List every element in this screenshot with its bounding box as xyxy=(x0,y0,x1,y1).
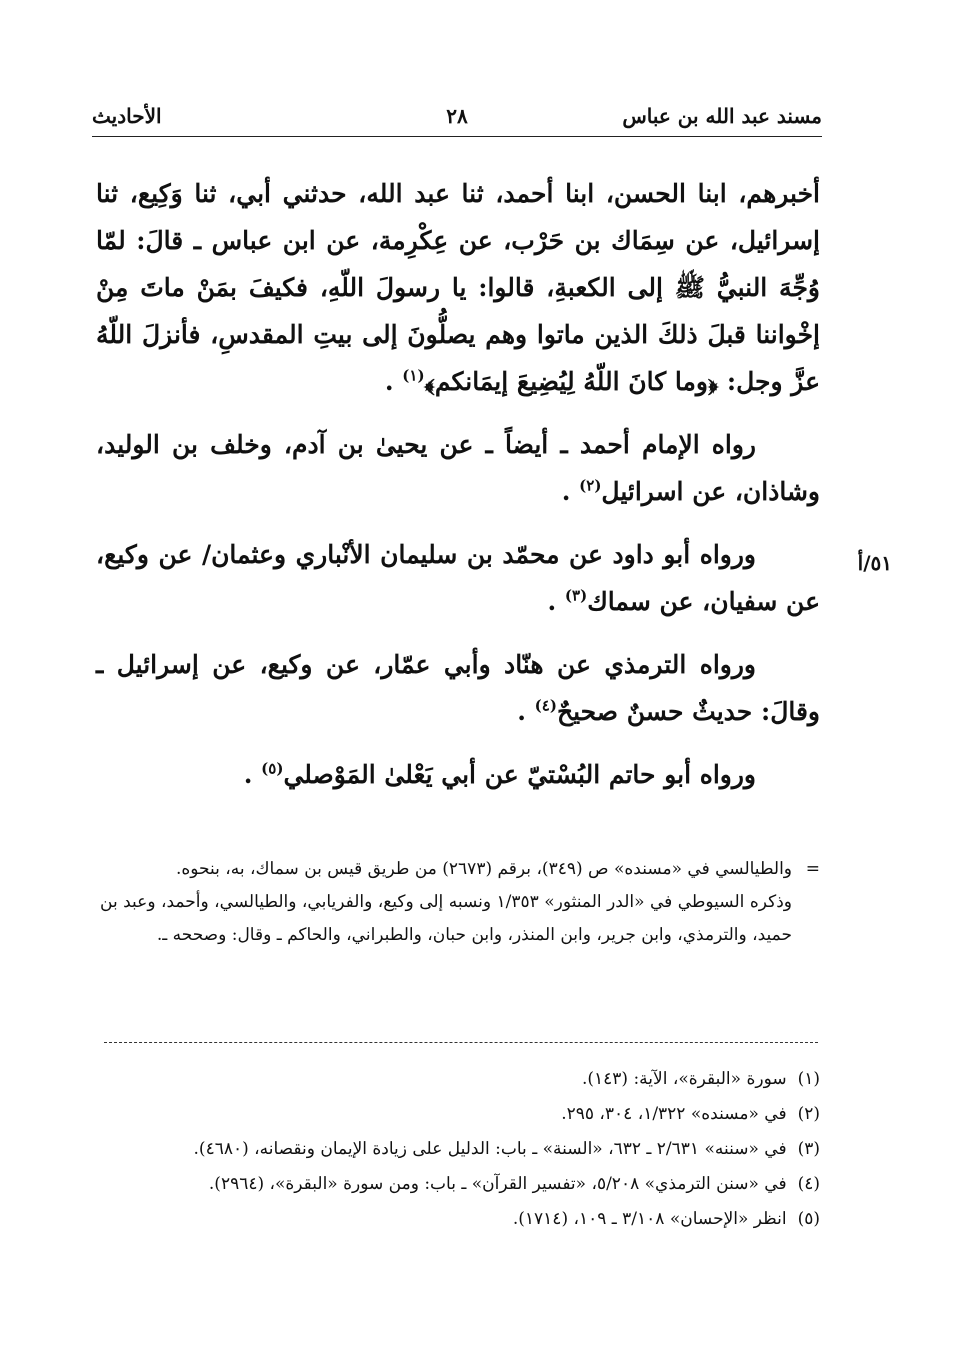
paragraph-tirmidhi-text: ورواه الترمذي عن هنّاد وأبي عمّار، عن وكيع، عن إسرائيل ـ وقالَ: حديثٌ حسنٌ صحيحٌ xyxy=(96,650,820,726)
paragraph-end: . xyxy=(517,697,526,726)
main-text xyxy=(96,170,820,814)
footnote-number: (١) xyxy=(797,1069,820,1089)
footnote-ref-2: (٢) xyxy=(579,476,602,495)
footnote-ref-4: (٤) xyxy=(534,696,557,715)
paragraph-end: . xyxy=(243,760,253,789)
header-rule xyxy=(92,136,822,137)
footnote-ref-3: (٣) xyxy=(564,586,588,605)
continued-footnote-text: والطيالسي في «مسنده» ص (٣٤٩)، برقم (٢٦٧٣) من طريق قيس بن سماك، به، بنحوه. xyxy=(175,859,792,879)
paragraph-ahmad xyxy=(96,421,820,515)
footnote-number: (٥) xyxy=(797,1209,820,1229)
paragraph-abu-dawud-text: ورواه أبو داود عن محمّد بن سليمان الأنْباري وعثمان/ عن وكيع، عن سفيان، عن سماك xyxy=(96,540,820,616)
paragraph-end: . xyxy=(561,477,571,506)
footnote-5 xyxy=(100,1203,820,1236)
footnote-text: سورة «البقرة»، الآية: (١٤٣). xyxy=(581,1069,787,1089)
page-number: ٢٨ xyxy=(446,104,468,128)
footnotes xyxy=(100,1063,820,1238)
footnote-ref-5: (٥) xyxy=(261,759,284,778)
continuation-mark: = xyxy=(805,859,820,879)
paragraph-hadith-text: أخبرهم، ابنا الحسن، ابنا أحمد، ثنا عبد الله، حدثني أبي، ثنا وَكِيع، ثنا إسرائيل، عن سِمَاك بن حَرْب، عن عِكْرِمة، عن ابن عباس ـ قالَ: لمّا وُجِّهَ النبيُّ ﷺ إلى الكعبةِ، قالوا: يا رسولَ اللّهِ، فكيفَ بمَنْ ماتَ مِنْ إخْواننا قبلَ ذلكَ الذين ماتوا وهم يصلُّونَ إلى بيتِ المقدسِ، فأنزلَ اللّهُ عزَّ وجل: ﴿وما كانَ اللّهُ لِيُضِيعَ إيمَانكم﴾ xyxy=(96,179,820,396)
continued-footnote-line xyxy=(100,886,820,952)
continued-footnote xyxy=(100,853,820,952)
paragraph-tirmidhi xyxy=(96,641,820,735)
footnote-number: (٣) xyxy=(797,1139,820,1159)
book-title: مسند عبد الله بن عباس xyxy=(622,104,822,128)
paragraph-busti xyxy=(96,751,820,798)
footnote-text: انظر «الإحسان» ٣/١٠٨ ـ ١٠٩، (١٧١٤). xyxy=(512,1209,787,1229)
footnote-1 xyxy=(100,1063,820,1096)
paragraph-busti-text: ورواه أبو حاتم البُسْتيّ عن أبي يَعْلىٰ المَوْصلي xyxy=(283,760,756,789)
footnote-number: (٢) xyxy=(797,1104,820,1124)
paragraph-hadith xyxy=(96,170,820,405)
footnote-text: في «سننه» ٢/٦٣١ ـ ٦٣٢، «السنة» ـ باب: الدليل على زيادة الإيمان ونقصانه، (٤٦٨٠). xyxy=(193,1139,787,1159)
footnote-3 xyxy=(100,1133,820,1166)
section-title: الأحاديث xyxy=(92,104,162,128)
paragraph-abu-dawud xyxy=(96,531,820,625)
footnote-number: (٤) xyxy=(797,1174,820,1194)
footnote-separator xyxy=(104,1042,818,1043)
paragraph-end: . xyxy=(547,587,557,616)
footnote-2 xyxy=(100,1098,820,1131)
continued-footnote-text: وذكره السيوطي في «الدر المنثور» ١/٣٥٣ ونسبه إلى وكيع، والفريابي، والطيالسي، وأحمد، وعبد بن حميد، والترمذي، وابن جرير، وابن المنذر، وابن حبان، والطبراني، والحاكم ـ وقال: وصححه ـ. xyxy=(100,892,792,945)
footnote-text: في «سنن الترمذي» ٥/٢٠٨، «تفسير القرآن» ـ باب: ومن سورة «البقرة»، (٢٩٦٤). xyxy=(208,1174,787,1194)
paragraph-end: . xyxy=(384,367,394,396)
manuscript-folio-note: ٥١/أ xyxy=(857,551,892,575)
continued-footnote-line xyxy=(100,853,820,886)
footnote-ref-1: (١) xyxy=(402,366,425,385)
running-header xyxy=(92,100,822,134)
footnote-4 xyxy=(100,1168,820,1201)
footnote-text: في «مسنده» ١/٣٢٢، ٣٠٤، ٢٩٥. xyxy=(561,1104,787,1124)
paragraph-ahmad-text: رواه الإمام أحمد ـ أيضاً ـ عن يحيىٰ بن آدم، وخلف بن الوليد، وشاذان، عن اسرائيل xyxy=(96,430,820,506)
